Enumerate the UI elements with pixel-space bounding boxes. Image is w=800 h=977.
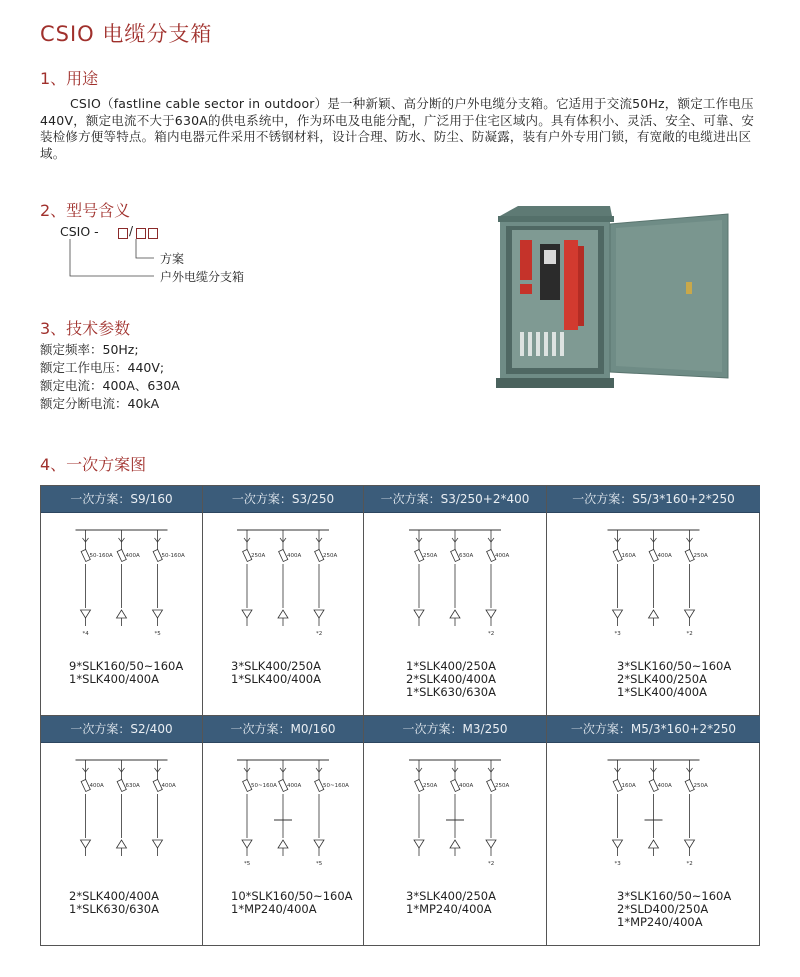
scheme-diagram (364, 512, 546, 642)
usage-paragraph: CSIO（fastline cable sector in outdoor）是一种新颖、高分断的户外电缆分支箱。它适用于交流50Hz，额定工作电压440V，额定电流不大于630A的供电系统中，作为环电及电能分配，广泛用于住宅区域内。具有体积小、灵活、安全、可靠、安装检修方便等特点。箱内电器元件采用不锈钢材料，设计合理、防水、防尘、防凝露，装有户外专用门锁，有宽敞的电缆进出区域。 (40, 96, 755, 161)
scheme-header: 一次方案：S3/250+2*400 (364, 486, 546, 513)
scheme-cell (203, 716, 363, 945)
feeder-multiplier-label: *5 (244, 861, 251, 867)
feeder (274, 760, 301, 856)
fuse-rating-label: 250A (323, 553, 338, 559)
feeder (153, 530, 185, 637)
feeder (486, 530, 509, 637)
model-code: CSIO - (60, 224, 99, 239)
feeder (242, 760, 277, 867)
model-slash: / (129, 224, 134, 238)
feeder (450, 530, 473, 626)
scheme-header: 一次方案：S5/3*160+2*250 (547, 486, 760, 513)
scheme-component-line: 1*SLK630/630A (69, 902, 159, 916)
cable-arrow-up (117, 610, 127, 618)
feeder-multiplier-label: *2 (686, 861, 693, 867)
scheme-diagram (364, 742, 546, 872)
scheme-component-line: 2*SLD400/250A (617, 902, 709, 916)
cable-arrow-down (314, 610, 324, 618)
feeder (685, 530, 708, 637)
fuse-rating-label: 400A (125, 553, 140, 559)
scheme-component-line: 1*SLK400/400A (231, 672, 321, 686)
scheme-component-line: 3*SLK160/50~160A (617, 889, 732, 903)
cable-arrow-down (486, 610, 496, 618)
scheme-cell (364, 716, 546, 945)
feeder (486, 760, 509, 867)
spec-voltage: 额定工作电压：440V; (40, 360, 165, 375)
cable-arrow-up (450, 610, 460, 618)
cable-arrow-down (414, 610, 424, 618)
feeder-multiplier-label: *2 (488, 631, 495, 637)
specs-list (40, 341, 180, 413)
fuse-rating-label: 400A (287, 783, 302, 789)
section-specs-heading: 3、技术参数 (40, 319, 131, 338)
feeder (446, 760, 473, 856)
feeder-multiplier-label: *3 (614, 631, 621, 637)
fuse-rating-label: 400A (657, 553, 672, 559)
scheme-header: 一次方案：S2/400 (41, 716, 202, 743)
fuse-rating-label: 50~160A (251, 783, 277, 789)
scheme-cell (364, 486, 546, 715)
spec-current: 额定电流：400A、630A (40, 378, 180, 393)
feeder-multiplier-label: *3 (614, 861, 621, 867)
fuse-rating-label: 400A (89, 783, 104, 789)
scheme-header: 一次方案：M5/3*160+2*250 (547, 716, 760, 743)
cable-arrow-down (613, 610, 623, 618)
cable-arrow-down (414, 840, 424, 848)
cable-arrow-up (278, 840, 288, 848)
scheme-header: 一次方案：M3/250 (364, 716, 546, 743)
feeder (685, 760, 708, 867)
fuse-rating-label: 630A (125, 783, 140, 789)
feeder (414, 760, 437, 856)
scheme-grid (40, 485, 760, 946)
scheme-component-line: 2*SLK400/400A (69, 889, 159, 903)
scheme-component-line: 3*SLK400/250A (406, 889, 496, 903)
scheme-description (364, 660, 546, 699)
fuse-rating-label: 50-160A (89, 553, 113, 559)
cable-arrow-down (153, 610, 163, 618)
feeder (117, 530, 140, 626)
feeder (153, 760, 176, 856)
scheme-component-line: 2*SLK400/250A (617, 672, 707, 686)
cable-arrow-down (685, 610, 695, 618)
spec-frequency: 额定频率：50Hz; (40, 342, 139, 357)
fuse-rating-label: 250A (251, 553, 266, 559)
feeder (613, 530, 636, 637)
scheme-component-line: 1*MP240/400A (231, 902, 317, 916)
section-model-heading: 2、型号含义 (40, 201, 131, 220)
section-schemes-heading: 4、一次方案图 (40, 455, 147, 474)
feeder (613, 760, 636, 867)
cable-arrow-up (117, 840, 127, 848)
scheme-component-line: 1*SLK630/630A (406, 685, 496, 699)
scheme-description (364, 890, 546, 916)
fuse-rating-label: 50~160A (323, 783, 349, 789)
fuse-rating-label: 250A (423, 553, 438, 559)
scheme-description (547, 660, 760, 699)
fuse-rating-label: 250A (693, 553, 708, 559)
feeder-multiplier-label: *5 (316, 861, 323, 867)
feeder-multiplier-label: *2 (316, 631, 323, 637)
feeder-multiplier-label: *2 (488, 861, 495, 867)
spec-breaking-current: 额定分断电流：40kA (40, 396, 160, 411)
fuse-rating-label: 250A (495, 783, 510, 789)
scheme-header: 一次方案：M0/160 (203, 716, 363, 743)
cable-arrow-down (486, 840, 496, 848)
fuse-rating-label: 630A (459, 553, 474, 559)
cable-arrow-down (81, 840, 91, 848)
fuse-rating-label: 250A (693, 783, 708, 789)
feeder (117, 760, 140, 856)
scheme-description (547, 890, 760, 929)
fuse-rating-label: 400A (657, 783, 672, 789)
cable-arrow-down (153, 840, 163, 848)
scheme-component-line: 3*SLK160/50~160A (617, 659, 732, 673)
cable-arrow-up (649, 840, 659, 848)
fuse-rating-label: 400A (459, 783, 474, 789)
scheme-component-line: 1*SLK400/400A (617, 685, 707, 699)
cable-arrow-down (81, 610, 91, 618)
scheme-component-line: 1*MP240/400A (617, 915, 703, 929)
scheme-description (203, 660, 363, 686)
scheme-component-line: 1*SLK400/400A (69, 672, 159, 686)
feeder (649, 530, 672, 626)
scheme-component-line: 9*SLK160/50~160A (69, 659, 184, 673)
cable-arrow-down (613, 840, 623, 848)
scheme-cell (547, 486, 760, 715)
cable-arrow-down (685, 840, 695, 848)
fuse-rating-label: 160A (621, 553, 636, 559)
cable-arrow-down (314, 840, 324, 848)
scheme-diagram (41, 742, 202, 872)
page-title: CSIO 电缆分支箱 (40, 22, 213, 46)
scheme-cell (547, 716, 760, 945)
cable-arrow-up (649, 610, 659, 618)
scheme-component-line: 1*SLK400/250A (406, 659, 496, 673)
cable-arrow-down (242, 610, 252, 618)
model-diagram (56, 222, 316, 292)
scheme-header: 一次方案：S3/250 (203, 486, 363, 513)
cable-arrow-down (242, 840, 252, 848)
feeder (645, 760, 672, 856)
fuse-rating-label: 160A (621, 783, 636, 789)
cabinet-photo (490, 202, 760, 392)
feeder-multiplier-label: *4 (82, 631, 89, 637)
scheme-cell (41, 486, 202, 715)
scheme-component-line: 1*MP240/400A (406, 902, 492, 916)
scheme-cell (203, 486, 363, 715)
scheme-cell (41, 716, 202, 945)
cable-arrow-up (278, 610, 288, 618)
scheme-component-line: 10*SLK160/50~160A (231, 889, 353, 903)
fuse-rating-label: 400A (287, 553, 302, 559)
model-label-scheme: 方案 (160, 252, 185, 266)
scheme-description (203, 890, 363, 916)
feeder (81, 760, 104, 856)
scheme-diagram (547, 742, 760, 872)
feeder-multiplier-label: *2 (686, 631, 693, 637)
scheme-description (41, 890, 202, 916)
scheme-diagram (203, 742, 363, 872)
feeder (314, 760, 349, 867)
scheme-component-line: 3*SLK400/250A (231, 659, 321, 673)
feeder (242, 530, 265, 626)
scheme-component-line: 2*SLK400/400A (406, 672, 496, 686)
feeder (414, 530, 437, 626)
feeder (81, 530, 113, 637)
feeder (314, 530, 337, 637)
scheme-diagram (41, 512, 202, 642)
cable-arrow-up (450, 840, 460, 848)
fuse-rating-label: 250A (423, 783, 438, 789)
scheme-diagram (547, 512, 760, 642)
model-label-type: 户外电缆分支箱 (160, 270, 245, 284)
scheme-header: 一次方案：S9/160 (41, 486, 202, 513)
fuse-rating-label: 50-160A (161, 553, 185, 559)
fuse-rating-label: 400A (161, 783, 176, 789)
feeder (278, 530, 301, 626)
feeder-multiplier-label: *5 (154, 631, 161, 637)
scheme-diagram (203, 512, 363, 642)
section-usage-heading: 1、用途 (40, 69, 99, 88)
fuse-rating-label: 400A (495, 553, 510, 559)
scheme-description (41, 660, 202, 686)
